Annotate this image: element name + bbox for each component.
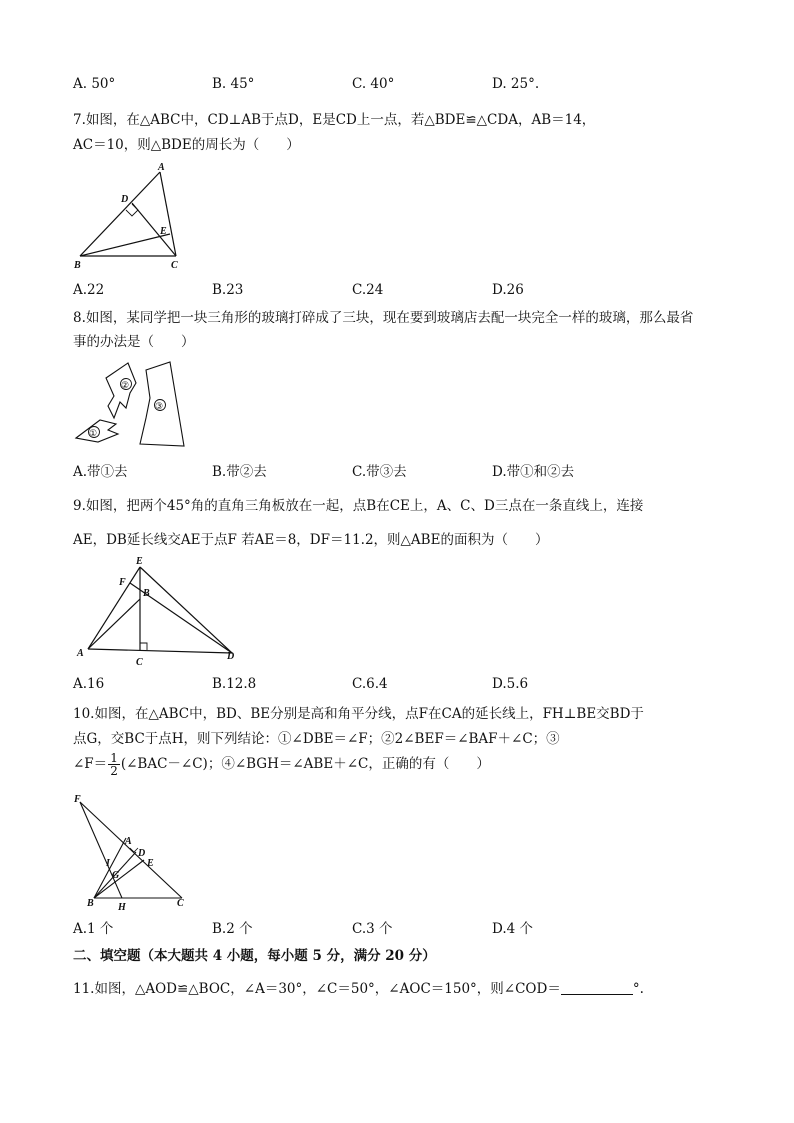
q10-option-a: A.1 个 [73, 921, 114, 937]
q8-label-2: ② [121, 380, 130, 390]
q10-label-b: B [87, 898, 94, 909]
q11-text: 11.如图，△AOD≌△BOC，∠A＝30°，∠C＝50°，∠AOC＝150°，则∠COD＝ [73, 981, 561, 997]
q6-option-d: D. 25°. [492, 76, 540, 92]
q10-stem-line2: 点G，交BC于点H，则下列结论：①∠DBE＝∠F；②2∠BEF＝∠BAF＋∠C；③ [73, 731, 560, 747]
q7-figure [70, 160, 190, 275]
q10-stem-line1: 10.如图，在△ABC中，BD、BE分别是高和角平分线，点F在CA的延长线上，FH⊥BE交BD于 [73, 706, 644, 722]
q8-label-1: ① [89, 428, 98, 438]
q8-option-b: B.带②去 [212, 464, 267, 480]
q9-stem-line2: AE，DB延长线交AE于点F 若AE＝8，DF＝11.2，则△ABE的面积为（ ） [73, 532, 549, 548]
q8-option-d: D.带①和②去 [492, 464, 575, 480]
q11-stem [73, 977, 644, 997]
q7-option-a: A.22 [73, 282, 105, 298]
q7-option-b: B.23 [212, 282, 244, 298]
q9-label-c: C [136, 657, 143, 668]
q10-fraction [108, 752, 120, 777]
q10-label-g: G [112, 870, 120, 881]
q8-stem-line1: 8.如图，某同学把一块三角形的玻璃打碎成了三块，现在要到玻璃店去配一块完全一样的玻璃，那么最省 [73, 310, 694, 326]
q9-option-c: C.6.4 [352, 676, 388, 692]
q10-frac-denominator: 2 [110, 764, 118, 778]
q8-label-3: ③ [155, 401, 164, 411]
q8-option-a: A.带①去 [73, 464, 128, 480]
q11-answer-blank[interactable] [561, 982, 633, 995]
q10-line3-prefix: ∠F＝ [73, 756, 108, 772]
q8-stem-line2: 事的办法是（ ） [73, 334, 195, 350]
q9-option-d: D.5.6 [492, 676, 529, 692]
q9-figure [72, 553, 242, 673]
q9-label-f: F [119, 577, 126, 588]
q6-option-b: B. 45° [212, 76, 255, 92]
q10-label-i: I [106, 858, 110, 869]
q10-label-f: F [74, 794, 81, 805]
q6-option-c: C. 40° [352, 76, 395, 92]
q7-label-c: C [171, 260, 178, 271]
q9-label-e: E [136, 556, 143, 567]
q7-label-e: E [160, 226, 167, 237]
q7-option-d: D.26 [492, 282, 524, 298]
q7-option-c: C.24 [352, 282, 384, 298]
q9-stem-line1: 9.如图，把两个45°角的直角三角板放在一起，点B在CE上，A、C、D三点在一条直线上，连接 [73, 498, 644, 514]
q7-label-d: D [121, 194, 129, 205]
q10-label-d: D [138, 848, 146, 859]
q9-option-b: B.12.8 [212, 676, 257, 692]
q9-option-a: A.16 [73, 676, 105, 692]
q10-label-h: H [118, 902, 126, 910]
q10-option-d: D.4 个 [492, 921, 534, 937]
section2-title: 二、填空题（本大题共 4 小题，每小题 5 分，满分 20 分） [73, 948, 436, 964]
q9-label-d: D [227, 651, 235, 662]
q10-frac-numerator: 1 [110, 751, 118, 765]
q10-stem-line3 [73, 752, 490, 777]
q11-suffix: °. [632, 981, 644, 997]
q10-option-c: C.3 个 [352, 921, 393, 937]
q9-label-a: A [77, 648, 84, 659]
q7-label-a: A [158, 162, 165, 173]
q10-option-b: B.2 个 [212, 921, 253, 937]
q10-label-e: E [147, 858, 154, 869]
q8-figure [70, 358, 195, 453]
q10-figure [70, 790, 195, 910]
q9-label-b: B [143, 588, 150, 599]
q8-option-c: C.带③去 [352, 464, 407, 480]
q7-label-b: B [74, 260, 81, 271]
q10-line3-suffix: (∠BAC－∠C)；④∠BGH＝∠ABE＋∠C，正确的有（ ） [120, 756, 490, 772]
q6-option-a: A. 50° [73, 76, 116, 92]
q7-stem-line2: AC＝10，则△BDE的周长为（ ） [73, 137, 300, 153]
q10-label-a: A [125, 836, 132, 847]
q7-stem-line1: 7.如图，在△ABC中，CD⊥AB于点D，E是CD上一点，若△BDE≌△CDA，AB＝14， [73, 112, 596, 128]
q10-label-c: C [177, 898, 184, 909]
